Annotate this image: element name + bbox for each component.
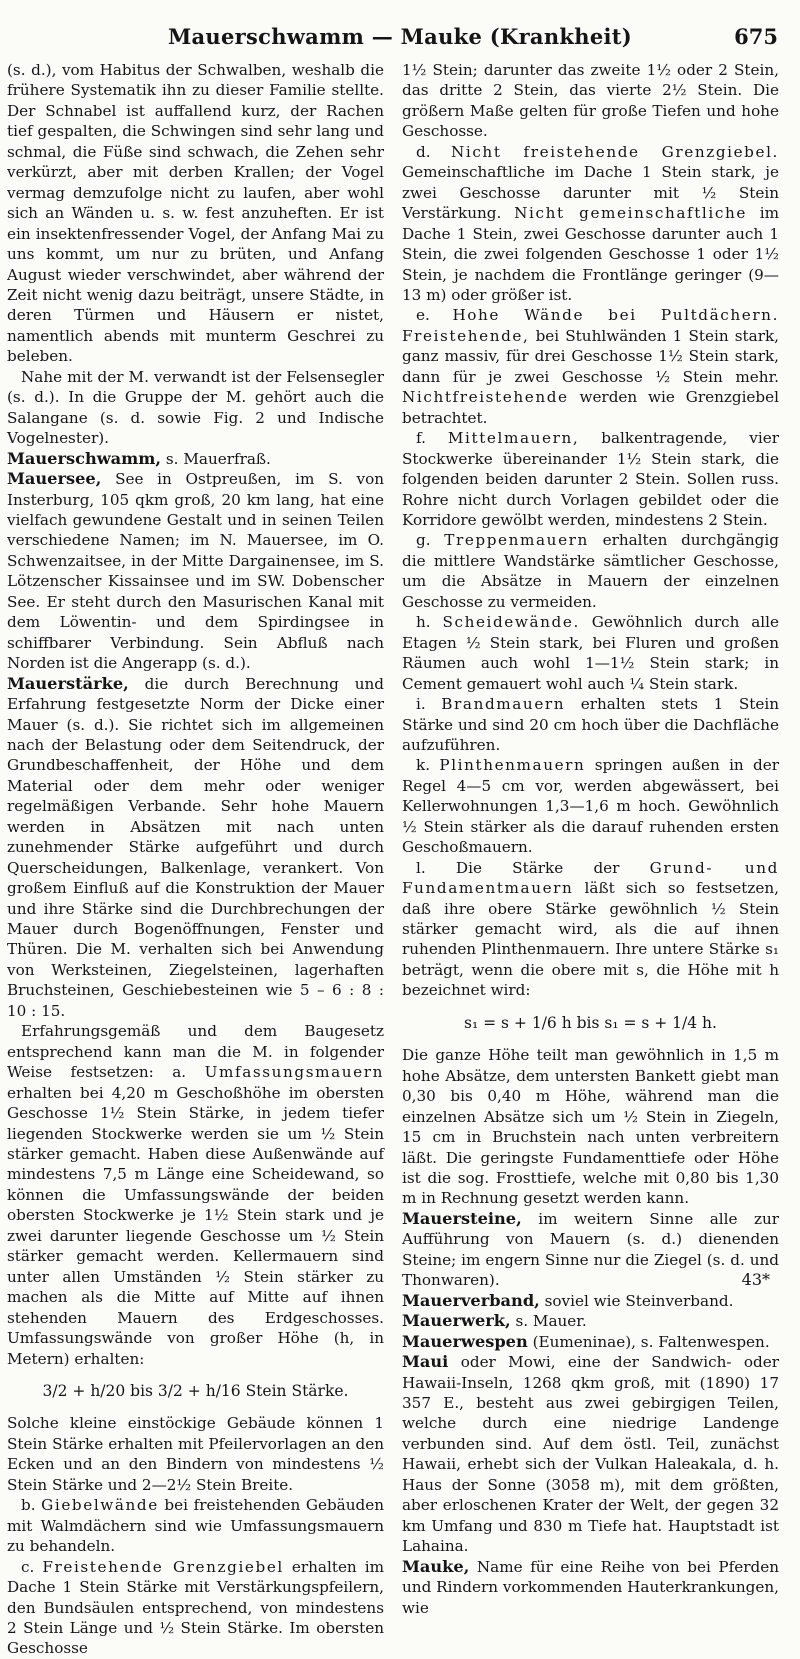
text-run: läßt sich so festsetzen, daß ihre obere Stärke gewöhnlich ½ Stein stärker gemacht wird, als die auf ihnen ruhenden Plinthenmauern. Ihre untere Stärke s₁ beträgt, wenn die obere mit s, die Höhe mit h bezeichnet wird: (402, 879, 779, 1000)
text-run: balkentragende, vier Stockwerke übereinander 1½ Stein stark, die folgenden beiden darunter 2 Stein. Sollen russ. Rohre nicht durch Vorlagen gebildet oder die Korridore gewölbt werden, mindestens 2 Stein. (402, 429, 779, 529)
spaced-term: Nichtfreistehende (402, 388, 569, 407)
entry-text: s. Mauer. (510, 1312, 587, 1331)
spaced-term: Plinthenmauern (439, 756, 586, 775)
text-run: erhalten stets 1 Stein Stärke und sind 20 cm hoch über die Dachfläche aufzuführen. (402, 695, 779, 754)
spaced-term: Giebelwände (41, 1496, 159, 1515)
page-header (0, 16, 800, 56)
paragraph: Solche kleine einstöckige Gebäude können 1 Stein Stärke erhalten mit Pfeilervorlagen an den Ecken und an den Bindern von mindestens ½ Stein Stärke und 2—2½ Stein Breite. (7, 1414, 384, 1494)
spaced-term: Nicht gemeinschaftliche (514, 204, 747, 223)
spaced-term: Nicht freistehende Grenzgiebel. (450, 142, 779, 161)
signature-mark: 43* (741, 1270, 770, 1289)
text-run: g. (416, 531, 445, 550)
entry-text: soviel wie Steinverband. (539, 1291, 734, 1310)
text-run: k. (416, 756, 440, 775)
text-run: im Dache 1 Stein, zwei Geschosse darunter auch 1 Stein, die zwei folgenden Geschosse 1 oder 1½ Stein, je nachdem die Frontlänge geringer (9—13 m) oder größer ist. (402, 204, 779, 304)
paragraph (402, 530, 779, 612)
spaced-term: Mittelmauern, (447, 429, 580, 448)
entry-text: (Eumeninae), s. Faltenwespen. (527, 1332, 770, 1351)
entry-mauerverband (402, 1291, 779, 1311)
entry-lemma: Mauerstärke, (7, 673, 129, 693)
entry-text: Name für eine Reihe von bei Pferden und Rindern vorkommenden Hauterkrankungen, wie (402, 1557, 779, 1617)
paragraph (402, 428, 779, 530)
text-run: f. (416, 429, 448, 448)
entry-mauersee (7, 469, 384, 674)
paragraph (7, 1021, 384, 1369)
entry-lemma: Mauke, (402, 1556, 470, 1576)
text-run: Erfahrungsgemäß und dem Baugesetz entsprechend kann man die M. in folgender Weise festsetzen: a. (7, 1022, 384, 1082)
paragraph: (s. d.), vom Habitus der Schwalben, weshalb die frühere Systematik ihn zu dieser Familie stellte. Der Schnabel ist auffallend kurz, der Rachen tief gespalten, die Schwingen sind sehr lang und schmal, die Füße sind schwach, die Zehen sehr verkürzt, aber mit derben Krallen; der Vogel vermag demzufolge nicht zu laufen, aber wohl sich an Wänden u. s. w. fest anzuheften. Er ist ein insektenfressender Vogel, der Anfang Mai zu uns kommt, um nur zu brüten, und Anfang August wieder verschwindet, aber während der Zeit nicht wenig dazu beiträgt, unsere Städte, in deren Türmen und Häusern er nistet, namentlich abends mit munterm Geschrei zu beleben. (7, 61, 384, 366)
text-run: werden wie Grenzgiebel betrachtet. (402, 388, 779, 427)
entry-lemma: Mauerschwamm, (7, 448, 162, 468)
entry-lemma: Mauersteine, (402, 1208, 522, 1228)
paragraph (402, 305, 779, 428)
paragraph (402, 858, 779, 1001)
entry-lemma: Maui (402, 1352, 449, 1372)
page-number: 675 (734, 24, 778, 49)
text-run: Gemeinschaftliche im Dache 1 Stein stark, je zwei Geschosse darunter mit ½ Stein Verstärkung. (402, 163, 779, 223)
text-run: i. (416, 695, 442, 714)
entry-mauerwespen (402, 1332, 779, 1352)
entry-mauerwerk (402, 1311, 779, 1331)
text-run: d. (416, 142, 451, 161)
text-run: erhalten durchgängig die mittlere Wandstärke sämtlicher Geschosse, um die Absätze in Mauern der einzelnen Geschosse zu vermeiden. (402, 531, 779, 611)
text-run: springen außen in der Regel 4—5 cm vor, werden abgewässert, bei Kellerwohnungen 1,3—1,6 m hoch. Gewöhnlich ½ Stein stärker als die darauf ruhenden ersten Geschoßmauern. (402, 756, 780, 857)
entry-lemma: Mauersee, (7, 469, 102, 489)
paragraph: Die ganze Höhe teilt man gewöhnlich in 1,5 m hohe Absätze, dem untersten Bankett giebt man 0,30 bis 0,40 m Höhe, während man die einzelnen Absätze sich um ½ Stein in Ziegeln, 15 cm in Bruchstein nach unten verbreitern läßt. Die geringste Fundamenttiefe oder Höhe ist die sog. Frosttiefe, welche mit 0,80 bis 1,30 m in Rechnung gesetzt werden kann. (402, 1046, 779, 1208)
entry-lemma: Mauerverband, (402, 1290, 540, 1310)
spaced-term: Scheidewände. (442, 613, 580, 632)
paragraph (402, 612, 779, 694)
paragraph (402, 142, 779, 306)
text-run: erhalten bei 4,20 m Geschoßhöhe im obersten Geschosse 1½ Stein Stärke, in jedem tiefer liegenden Stockwerke werden sie um ½ Stein stärker gemacht. Haben diese Außenwände auf mindestens 7,5 m Länge eine Scheidewand, so können die Umfassungswände der beiden obersten Stockwerke je 1½ Stein stark und je zwei darunter liegende Geschosse um ½ Stein stärker gemacht werden. Kellermauern sind unter allen Umständen ½ Stein stärker zu machen als die Mitte auf Mitte auf ihnen stehenden Mauern des Erdgeschosses. Umfassungswände von großer Höhe (h, in Metern) erhalten: (7, 1083, 384, 1368)
spaced-term: Brandmauern (441, 695, 566, 714)
entry-mauke (402, 1557, 779, 1618)
entry-text: s. Mauerfraß. (161, 449, 271, 468)
paragraph (7, 1495, 384, 1556)
paragraph: Nahe mit der M. verwandt ist der Felsensegler (s. d.). In die Gruppe der M. gehört auch die Salangane (s. d. sowie Fig. 2 und Indische Vogelnester). (7, 367, 384, 448)
spaced-term: Umfassungsmauern (204, 1063, 384, 1082)
text-run: erhalten im Dache 1 Stein Stärke mit Verstärkungspfeilern, den Bundsäulen entsprechend, von mindestens 2 Stein Länge und ½ Stein Stärke. Im obersten Geschosse (7, 1557, 384, 1658)
entry-mauerschwamm (7, 449, 384, 469)
paragraph (7, 1557, 384, 1659)
spaced-term: Hohe Wände bei Pultdächern. Freistehende, (402, 306, 779, 345)
text-run: h. (416, 613, 443, 632)
entry-text: oder Mowi, eine der Sandwich- oder Hawaii-Inseln, 1268 qkm groß, mit (1890) 17 357 E., besteht aus zwei gebirgigen Teilen, welche durch eine niedrige Landenge verbunden sind. Auf dem östl. Teil, zunächst Hawaii, erhebt sich der Vulkan Haleakala, d. h. Haus der Sonne (3058 m), mit dem größten, aber erloschenen Krater der Welt, der gegen 32 km Umfang und 830 m Tiefe hat. Hauptstadt ist Lahaina. (402, 1353, 779, 1556)
text-run: b. (21, 1496, 42, 1515)
formula: s₁ = s + 1/6 h bis s₁ = s + 1/4 h. (464, 1013, 717, 1032)
text-run: bei Stuhlwänden 1 Stein stark, ganz massiv, für drei Geschosse 1½ Stein stark, dann für je zwei Geschosse ½ Stein mehr. (402, 326, 779, 386)
entry-mauersteine (402, 1209, 779, 1291)
text-run: bei freistehenden Gebäuden mit Walmdächern sind wie Umfassungsmauern zu behandeln. (7, 1496, 384, 1556)
paragraph (402, 755, 779, 857)
entry-mauerstaerke (7, 674, 384, 1022)
running-title: Mauerschwamm — Mauke (Krankheit) (167, 24, 633, 49)
spaced-term: Grund- und Fundamentmauern (402, 858, 779, 898)
entry-lemma: Mauerwerk, (402, 1311, 511, 1331)
formula: 3/2 + h/20 bis 3/2 + h/16 Stein Stärke. (42, 1382, 349, 1400)
entry-maui (402, 1352, 779, 1557)
entry-text: im weitern Sinne alle zur Aufführung von Mauern (s. d.) dienenden Steine; im engern Sinne nur die Ziegel (s. d. und Thonwaren). (402, 1209, 779, 1290)
left-column (7, 60, 384, 1658)
text-run: c. (21, 1557, 43, 1576)
paragraph (402, 694, 779, 755)
spaced-term: Freistehende Grenzgiebel (42, 1557, 284, 1576)
entry-text: die durch Berechnung und Erfahrung festgesetzte Norm der Dicke einer Mauer (s. d.). Sie richtet sich im allgemeinen nach der Belastung oder dem Seitendruck, der Grundbeschaffenheit, der Höhe und dem Material oder dem mehr oder weniger regelmäßigen Verbande. Sehr hohe Mauern werden in Absätzen mit nach unten zunehmender Stärke aufgeführt und durch Querscheidungen, Balkenlage, verankert. Von großem Einfluß auf die Konstruktion der Mauer und ihre Stärke sind die Durchbrechungen der Mauer durch Bogenöffnungen, Fenster und Thüren. Die M. verhalten sich bei Anwendung von Werksteinen, Ziegelsteinen, lagerhaften Bruchsteinen, Geschiebesteinen wie 5 – 6 : 8 : 10 : 15. (7, 674, 384, 1020)
text-run: l. Die Stärke der (416, 858, 650, 877)
entry-text: See in Ostpreußen, im S. von Insterburg, 105 qkm groß, 20 km lang, hat eine vielfach gewundene Gestalt und in seinen Teilen verschiedene Namen; im N. Mauersee, im O. Schwenzaitsee, in der Mitte Dargainensee, im S. Lötzenscher Kissainsee und im SW. Dobenscher See. Er steht durch den Masurischen Kanal mit dem Löwentin- und dem Spirdingsee in schiffbarer Verbindung. Sein Abfluß nach Norden ist die Angerapp (s. d.). (7, 470, 384, 673)
text-run: Gewöhnlich durch alle Etagen ½ Stein stark, bei Fluren und großen Räumen auch wohl 1—1½ Stein stark; in Cement gemauert wohl auch ¼ Stein stark. (402, 613, 780, 693)
text-run: e. (416, 306, 453, 325)
paragraph: 1½ Stein; darunter das zweite 1½ oder 2 Stein, das dritte 2 Stein, das vierte 2½ Stein. Die größern Maße gelten für große Tiefen und hohe Geschosse. (402, 61, 779, 141)
entry-lemma: Mauerwespen (402, 1331, 528, 1351)
spaced-term: Treppenmauern (444, 531, 589, 550)
